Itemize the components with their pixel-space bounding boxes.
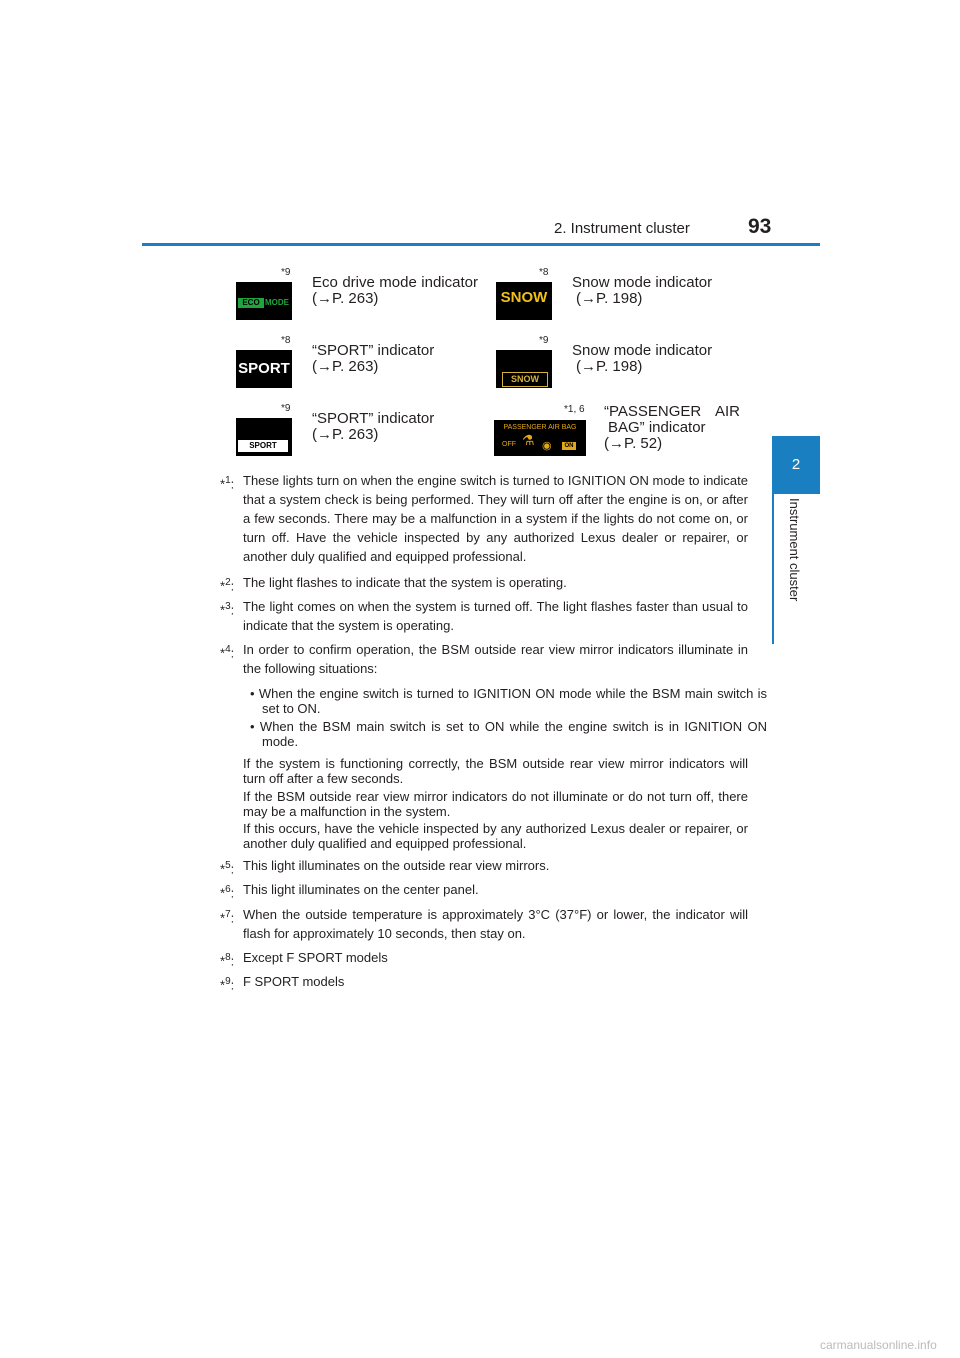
footnote-4-paragraph: If the system is functioning correctly, the BSM outside rear view mirror indicators will turn off after a few seconds. — [243, 756, 748, 786]
footnote-number: 9 — [225, 976, 231, 987]
footnote-text: F SPORT models — [243, 974, 345, 989]
footnote-marker: *$^6$: — [220, 884, 235, 901]
footnote-star: * — [220, 861, 226, 877]
footnote-8 — [220, 948, 748, 967]
footnote-6 — [220, 880, 748, 899]
footnote-marker: *$^8$: — [220, 952, 235, 969]
sport-label: SPORT — [238, 360, 290, 377]
header-rule — [142, 243, 820, 246]
indicator-ref: (→P. 52) — [604, 435, 663, 452]
indicator-name-cont: BAG” indicator — [608, 419, 706, 436]
footnote-marker: *$^5$: — [220, 860, 235, 877]
note-mark: *9 — [281, 403, 291, 414]
indicator-name: Snow mode indicator — [572, 274, 713, 291]
footnote-text: These lights turn on when the engine switch is turned to IGNITION ON mode to indicate that a system check is being performed. They will turn off after the engine is on, or after a few seconds. There may be a malfunction in a system if the lights do not come on, or turn off. Have the vehicle inspected by any authorized Lexus dealer or repairer, or another duly qualified and equipped professional. — [243, 473, 748, 564]
footnote-number: 3 — [225, 601, 231, 612]
on-label: ON — [562, 442, 576, 450]
sport-label: SPORT — [238, 440, 288, 452]
footnote-text: Except F SPORT models — [243, 950, 388, 965]
note-mark: *8 — [281, 335, 291, 346]
footnote-star: * — [220, 476, 226, 492]
indicator-name: Eco drive mode indicator — [312, 274, 478, 291]
footnote-number: 8 — [225, 952, 231, 963]
footnote-7 — [220, 905, 748, 943]
chapter-tab-rule — [772, 494, 774, 644]
footnote-9 — [220, 972, 748, 991]
indicator-name: “PASSENGER AIR — [604, 403, 740, 420]
footnote-4-bullet: • When the BSM main switch is set to ON while the engine switch is in IGNITION ON mode. — [250, 719, 767, 749]
footnote-text: This light illuminates on the outside rear view mirrors. — [243, 858, 550, 873]
footnote-marker: *$^9$: — [220, 976, 235, 993]
mode-label: MODE — [265, 298, 289, 307]
footnote-3 — [220, 597, 748, 635]
footnote-text: The light flashes to indicate that the system is operating. — [243, 575, 567, 590]
indicator-name: Snow mode indicator — [572, 342, 713, 359]
note-mark: *9 — [539, 335, 549, 346]
indicator-name: “SPORT” indicator — [312, 342, 435, 359]
footnote-text: In order to confirm operation, the BSM outside rear view mirror indicators illuminate in the following situations: — [243, 642, 748, 676]
footnote-4-bullet: • When the engine switch is turned to IGNITION ON mode while the BSM main switch is set to ON. — [250, 686, 767, 716]
indicator-ref: (→P. 263) — [312, 426, 379, 443]
passenger-air-bag-label: PASSENGER AIR BAG — [503, 424, 577, 431]
page-number: 93 — [748, 215, 772, 238]
footnote-number: 5 — [225, 860, 231, 871]
footnote-number: 4 — [225, 644, 231, 655]
snow-icon — [496, 350, 552, 388]
footnote-text: When the outside temperature is approximately 3°C (37°F) or lower, the indicator will flash for approximately 10 seconds, then stay on. — [243, 907, 748, 941]
footnote-4-paragraph: If this occurs, have the vehicle inspected by any authorized Lexus dealer or repairer, or another duly qualified and equipped professional. — [243, 821, 748, 851]
footnote-star: * — [220, 977, 226, 993]
footnote-star: * — [220, 578, 226, 594]
chapter-label: Instrument cluster — [787, 498, 802, 602]
snow-label: SNOW — [502, 372, 548, 387]
footnote-marker: *$^1$: — [220, 475, 235, 492]
sport-icon — [236, 350, 292, 388]
snow-icon — [496, 282, 552, 320]
chapter-tab: 2 — [772, 436, 820, 494]
footnote-4-paragraph: If the BSM outside rear view mirror indicators do not illuminate or do not turn off, there may be a malfunction in the system. — [243, 789, 748, 819]
note-mark: *1, 6 — [564, 404, 585, 415]
note-mark: *8 — [539, 267, 549, 278]
footnote-marker: *$^4$: — [220, 644, 235, 661]
footnote-number: 1 — [225, 475, 231, 486]
airbag-off-icon: ⚗ — [522, 432, 535, 448]
sport-icon — [236, 418, 292, 456]
footnote-text: The light comes on when the system is turned off. The light flashes faster than usual to indicate that the system is operating. — [243, 599, 748, 633]
footnote-number: 6 — [225, 884, 231, 895]
footnote-number: 2 — [225, 577, 231, 588]
indicator-ref: (→P. 198) — [576, 290, 643, 307]
note-mark: *9 — [281, 267, 291, 278]
off-label: OFF — [502, 441, 516, 448]
footnote-number: 7 — [225, 909, 231, 920]
snow-label: SNOW — [500, 289, 548, 306]
footnote-star: * — [220, 885, 226, 901]
footnote-star: * — [220, 953, 226, 969]
passenger-air-bag-icon — [494, 420, 586, 456]
indicator-ref: (→P. 198) — [576, 358, 643, 375]
footnote-5 — [220, 856, 748, 875]
indicator-ref: (→P. 263) — [312, 290, 379, 307]
footnote-marker: *$^2$: — [220, 577, 235, 594]
footnote-marker: *$^3$: — [220, 601, 235, 618]
eco-mode-icon — [236, 282, 292, 320]
footnote-2 — [220, 573, 748, 592]
footnote-text: This light illuminates on the center panel. — [243, 882, 479, 897]
indicator-name: “SPORT” indicator — [312, 410, 435, 427]
eco-label: ECO — [238, 298, 264, 308]
watermark: carmanualsonline.info — [820, 1338, 937, 1352]
section-title: 2. Instrument cluster — [554, 220, 690, 237]
airbag-on-icon: ◉ — [542, 440, 552, 452]
footnote-4 — [220, 640, 748, 678]
footnote-star: * — [220, 645, 226, 661]
footnote-1 — [220, 471, 748, 566]
footnote-star: * — [220, 910, 226, 926]
footnote-marker: *$^7$: — [220, 909, 235, 926]
indicator-ref: (→P. 263) — [312, 358, 379, 375]
footnote-star: * — [220, 602, 226, 618]
